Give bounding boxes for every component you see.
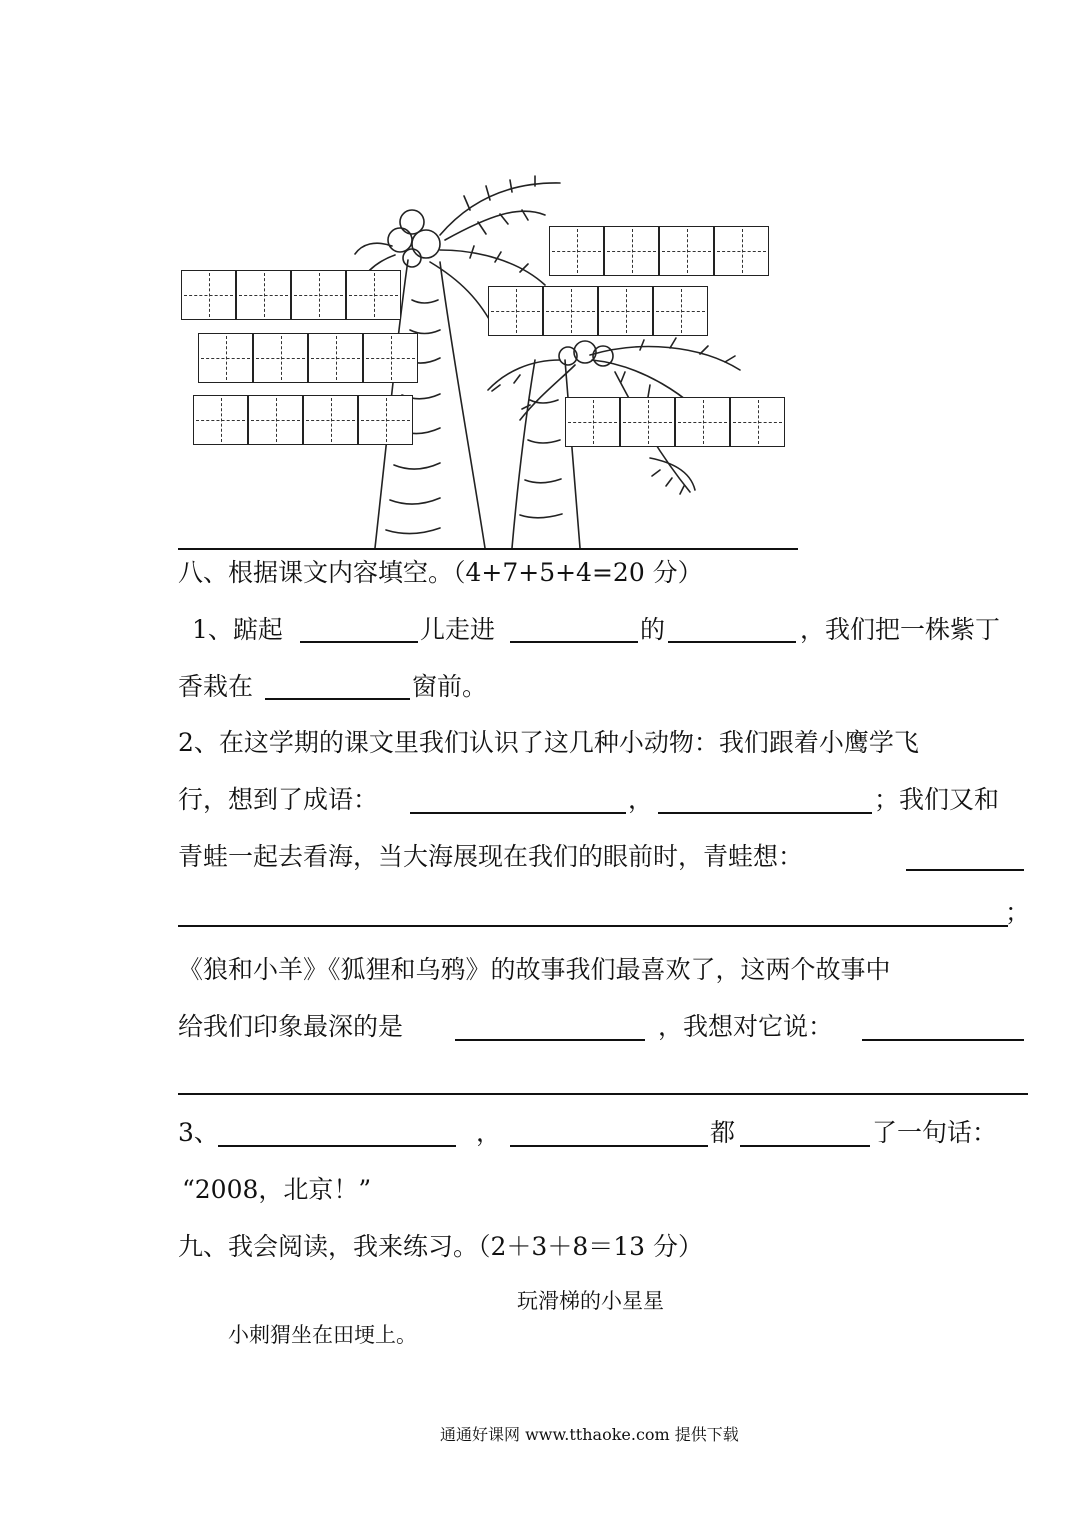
q3-quote: “2008，北京！” [182, 1175, 372, 1204]
q2-blank-3[interactable] [906, 869, 1024, 871]
section8-heading: 八、根据课文内容填空。（4+7+5+4=20 分） [178, 558, 703, 587]
writing-grid-box[interactable] [193, 395, 248, 445]
q2-line-3: 青蛙一起去看海，当大海展现在我们的眼前时，青蛙想： [178, 842, 804, 871]
palm-tree-illustration [0, 0, 1087, 560]
writing-grid-box[interactable] [488, 286, 543, 336]
q2-line-5: 《狼和小羊》《狐狸和乌鸦》的故事我们最喜欢了，这两个故事中 [178, 955, 891, 984]
page-footer: 通通好课网 www.tthaoke.com 提供下载 [440, 1425, 739, 1444]
q2-blank-4[interactable] [178, 925, 1008, 927]
writing-grid-box[interactable] [565, 397, 620, 447]
writing-grid-box[interactable] [303, 395, 358, 445]
q1-blank-2[interactable] [510, 641, 638, 643]
writing-grid-box[interactable] [363, 333, 418, 383]
writing-grid-box[interactable] [549, 226, 604, 276]
writing-grid-box[interactable] [291, 270, 346, 320]
q2-text-b: ；我们又和 [874, 785, 1000, 814]
q2-blank-5[interactable] [455, 1039, 645, 1041]
writing-grid-box[interactable] [181, 270, 236, 320]
story-line-1: 小刺猬坐在田埂上。 [228, 1323, 417, 1347]
writing-grid-box[interactable] [659, 226, 714, 276]
writing-grid-box[interactable] [253, 333, 308, 383]
q3-text-a: 3、 [178, 1118, 219, 1147]
q1-text-a: 1、踮起 [192, 615, 283, 644]
q2-blank-2[interactable] [658, 812, 872, 814]
q1-text-b: 儿走进 [420, 615, 496, 644]
writing-grid-box[interactable] [653, 286, 708, 336]
q2-blank-7[interactable] [178, 1093, 1028, 1095]
writing-grid-box[interactable] [730, 397, 785, 447]
q2-text-a: 行，想到了成语： [178, 785, 379, 814]
writing-grid-box[interactable] [358, 395, 413, 445]
q1-blank-3[interactable] [668, 641, 796, 643]
q2-blank-1[interactable] [410, 812, 626, 814]
ground-line [178, 548, 798, 550]
writing-grid-box[interactable] [346, 270, 401, 320]
writing-grid-box[interactable] [308, 333, 363, 383]
q3-text-c: 了一句话： [872, 1118, 998, 1147]
q2-line-6b: ，我想对它说： [658, 1012, 834, 1041]
q2-line-1: 2、在这学期的课文里我们认识了这几种小动物：我们跟着小鹰学飞 [178, 728, 919, 757]
writing-grid-box[interactable] [543, 286, 598, 336]
writing-grid-box[interactable] [248, 395, 303, 445]
q3-comma: ， [476, 1118, 502, 1147]
q3-blank-3[interactable] [740, 1145, 870, 1147]
writing-grid-box[interactable] [714, 226, 769, 276]
q1-text-f: 窗前。 [412, 672, 488, 701]
q2-semicolon: ； [1005, 898, 1031, 927]
q1-text-e: 香栽在 [178, 672, 254, 701]
q3-text-b: 都 [710, 1118, 736, 1147]
q3-blank-2[interactable] [510, 1145, 708, 1147]
story-title: 玩滑梯的小星星 [517, 1289, 664, 1313]
q1-blank-1[interactable] [300, 641, 418, 643]
section9-heading: 九、我会阅读，我来练习。（2＋3＋8＝13 分） [178, 1232, 703, 1261]
q1-text-c: 的 [640, 615, 666, 644]
q1-blank-4[interactable] [265, 698, 410, 700]
q3-blank-1[interactable] [218, 1145, 456, 1147]
writing-grid-box[interactable] [604, 226, 659, 276]
q1-text-d: ，我们把一株紫丁 [800, 615, 1001, 644]
q2-blank-6[interactable] [862, 1039, 1024, 1041]
writing-grid-box[interactable] [236, 270, 291, 320]
writing-grid-box[interactable] [198, 333, 253, 383]
q2-comma: ， [628, 785, 654, 814]
writing-grid-box[interactable] [598, 286, 653, 336]
writing-grid-box[interactable] [675, 397, 730, 447]
writing-grid-box[interactable] [620, 397, 675, 447]
q2-line-6a: 给我们印象最深的是 [178, 1012, 404, 1041]
